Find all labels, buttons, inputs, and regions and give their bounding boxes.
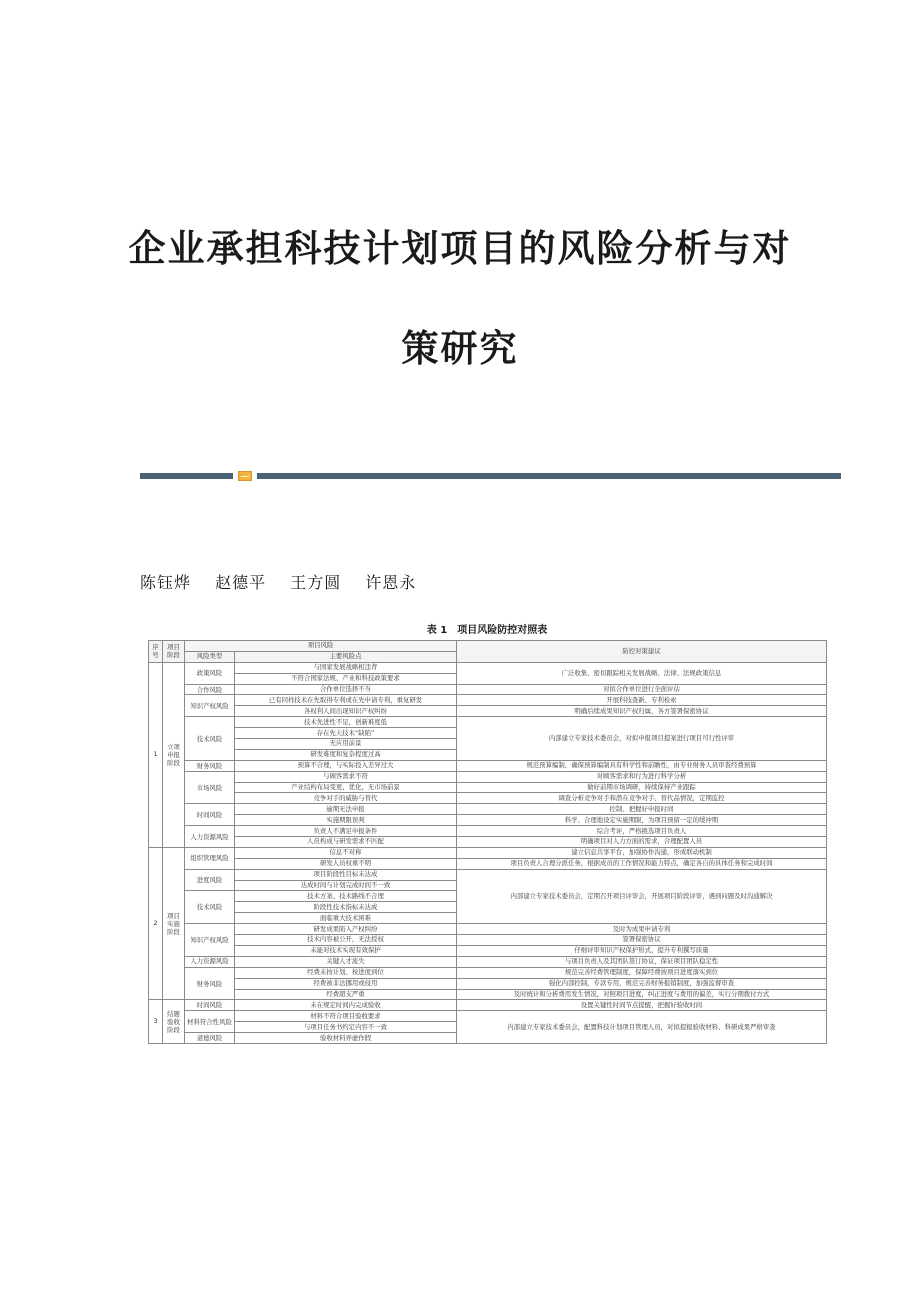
stage-number: 1 xyxy=(149,662,163,847)
header-stage: 项目阶段 xyxy=(163,641,185,663)
header-risk-type: 风险类型 xyxy=(185,651,235,662)
suggestion-cell: 开展科技查新、专利检索 xyxy=(457,695,827,706)
risk-point-cell: 产业结构布局变更、优化，无市场前景 xyxy=(235,782,457,793)
divider-bar-right xyxy=(257,473,841,479)
risk-point-cell: 经费超支严重 xyxy=(235,989,457,1000)
table-row xyxy=(149,989,827,1000)
table-row xyxy=(149,1000,827,1011)
document-title-line-2: 策研究 xyxy=(401,326,519,370)
table-row xyxy=(149,847,827,858)
suggestion-cell: 控制、把握好申报时间 xyxy=(457,804,827,815)
risk-type-cell: 知识产权风险 xyxy=(185,695,235,717)
risk-point-cell: 竞争对手的威胁与替代 xyxy=(235,793,457,804)
table-row xyxy=(149,858,827,869)
risk-point-cell: 经费未按计划、按进度到位 xyxy=(235,967,457,978)
suggestion-cell: 规范完善经费管理制度，保障经费按项目进度落实到位 xyxy=(457,967,827,978)
table-row xyxy=(149,924,827,935)
risk-type-cell: 财务风险 xyxy=(185,967,235,1000)
table-row xyxy=(149,793,827,804)
document-title-line-1: 企业承担科技计划项目的风险分析与对 xyxy=(128,226,792,270)
risk-type-cell: 组织管理风险 xyxy=(185,847,235,869)
risk-point-cell: 技术先进性不足，创新难度低 xyxy=(235,717,457,728)
suggestion-cell: 内部建立专家技术委员会，对拟申报项目提案进行项目可行性评审 xyxy=(457,717,827,761)
risk-point-cell: 与项目任务书约定内容不一致 xyxy=(235,1022,457,1033)
suggestion-cell: 及时统计和分析费用发生情况，对照项目进度，纠正进度与费用的偏差，实行分期拨付方式 xyxy=(457,989,827,1000)
risk-point-cell: 与顾客需求不符 xyxy=(235,771,457,782)
table-row xyxy=(149,1011,827,1022)
table-row xyxy=(149,956,827,967)
suggestion-cell: 内部建立专家技术委员会，定期召开项目评审会，开展项目阶段评审，遇到问题及时沟通解决 xyxy=(457,869,827,923)
suggestion-cell: 明确后续成果知识产权归属，各方签署保密协议 xyxy=(457,706,827,717)
risk-point-cell: 无应用前景 xyxy=(235,739,457,750)
table-row xyxy=(149,837,827,848)
stage-name: 项目实施阶段 xyxy=(163,847,185,999)
title-divider xyxy=(140,471,841,481)
author-name: 王方圆 xyxy=(290,573,342,592)
table-row xyxy=(149,826,827,837)
suggestion-cell: 签署保密协议 xyxy=(457,935,827,946)
suggestion-cell: 明确项目对人力方面的需求，合理配置人员 xyxy=(457,837,827,848)
table-caption: 表 1 项目风险防控对照表 xyxy=(426,625,548,636)
risk-point-cell: 未能对技术实现有效保护 xyxy=(235,945,457,956)
risk-control-table xyxy=(148,640,827,1044)
risk-point-cell: 项目阶段性目标未达成 xyxy=(235,869,457,880)
stage-number: 3 xyxy=(149,1000,163,1044)
suggestion-cell: 强化内部控制，专款专用，规范完善财务报销制度，加强监督审查 xyxy=(457,978,827,989)
suggestion-cell: 建立信息共享平台，加强协作沟通，形成联动机制 xyxy=(457,847,827,858)
risk-type-cell: 人力资源风险 xyxy=(185,826,235,848)
risk-point-cell: 未在规定时间内完成验收 xyxy=(235,1000,457,1011)
risk-point-cell: 技术方案、技术路线不合理 xyxy=(235,891,457,902)
stage-number: 2 xyxy=(149,847,163,999)
author-name: 许恩永 xyxy=(365,573,417,592)
risk-point-cell: 存在先天技术“缺陷” xyxy=(235,728,457,739)
suggestion-cell: 与项目负责人及其团队签订协议，保证项目团队稳定性 xyxy=(457,956,827,967)
suggestion-cell: 规范预算编制，确保预算编制具有科学性和前瞻性，由专业财务人员审查经费预算 xyxy=(457,760,827,771)
header-risk-point: 主要风险点 xyxy=(235,651,457,662)
risk-type-cell: 政策风险 xyxy=(185,662,235,684)
table-row xyxy=(149,684,827,695)
risk-type-cell: 知识产权风险 xyxy=(185,924,235,957)
risk-point-cell: 负责人不满足申报条件 xyxy=(235,826,457,837)
suggestion-cell: 对拟合作单位进行全面评估 xyxy=(457,684,827,695)
risk-point-cell: 人员构成与研发需求不匹配 xyxy=(235,837,457,848)
author-list xyxy=(140,570,434,593)
suggestion-cell: 及时为成果申请专利 xyxy=(457,924,827,935)
risk-type-cell: 技术风险 xyxy=(185,891,235,924)
risk-type-cell: 技术风险 xyxy=(185,717,235,761)
table-row xyxy=(149,706,827,717)
risk-point-cell: 不符合国家法规、产业和科技政策要求 xyxy=(235,673,457,684)
table-row xyxy=(149,760,827,771)
risk-type-cell: 人力资源风险 xyxy=(185,956,235,967)
suggestion-cell: 综合考评，严格挑选项目负责人 xyxy=(457,826,827,837)
risk-point-cell: 验收材料弄虚作假 xyxy=(235,1033,457,1044)
table-row xyxy=(149,967,827,978)
suggestion-cell: 调查分析竞争对手和潜在竞争对手、替代品情况，定期监控 xyxy=(457,793,827,804)
header-no: 序号 xyxy=(149,641,163,663)
risk-point-cell: 研发成果陷入产权纠纷 xyxy=(235,924,457,935)
table-row xyxy=(149,771,827,782)
table-row xyxy=(149,935,827,946)
table-row xyxy=(149,695,827,706)
risk-point-cell: 信息不对称 xyxy=(235,847,457,858)
risk-type-cell: 合作风险 xyxy=(185,684,235,695)
stage-name: 结题验收阶段 xyxy=(163,1000,185,1044)
author-name: 赵德平 xyxy=(215,573,267,592)
risk-point-cell: 预算不合理，与实际投入差异过大 xyxy=(235,760,457,771)
risk-point-cell: 研发难度和复杂程度过高 xyxy=(235,749,457,760)
author-name: 陈钰烨 xyxy=(140,573,192,592)
risk-point-cell: 各权利人间出现知识产权纠纷 xyxy=(235,706,457,717)
table-row xyxy=(149,945,827,956)
divider-bar-left xyxy=(140,473,233,479)
suggestion-cell: 科学、合理地设定实施期限，为项目预留一定的缓冲期 xyxy=(457,815,827,826)
table-row xyxy=(149,978,827,989)
risk-point-cell: 材料不符合项目验收要求 xyxy=(235,1011,457,1022)
suggestion-cell: 仔细评审知识产权保护形式，提升专利撰写质量 xyxy=(457,945,827,956)
risk-point-cell: 实施期限误判 xyxy=(235,815,457,826)
risk-table-figure xyxy=(148,622,826,1044)
table-row xyxy=(149,869,827,880)
risk-point-cell: 逾期无法申报 xyxy=(235,804,457,815)
suggestion-cell: 做好前期市场调研，持续保持产业跟踪 xyxy=(457,782,827,793)
stage-name: 立项申报阶段 xyxy=(163,662,185,847)
suggestion-cell: 对顾客需求和行为进行科学分析 xyxy=(457,771,827,782)
suggestion-cell: 项目负责人合理分派任务，根据成员的工作情况和能力特点，确定各自的具体任务和完成时间 xyxy=(457,858,827,869)
risk-type-cell: 时间风险 xyxy=(185,1000,235,1011)
header-suggestion: 防控对策建议 xyxy=(457,641,827,663)
risk-type-cell: 市场风险 xyxy=(185,771,235,804)
risk-point-cell: 阶段性技术指标未达成 xyxy=(235,902,457,913)
risk-point-cell: 关键人才流失 xyxy=(235,956,457,967)
suggestion-cell: 内部建立专家技术委员会，配置科技计划项目管理人员，对拟提报验收材料、科研成果严格审查 xyxy=(457,1011,827,1044)
risk-type-cell: 材料符合性风险 xyxy=(185,1011,235,1033)
risk-point-cell: 与国家发展战略相违背 xyxy=(235,662,457,673)
table-row xyxy=(149,717,827,728)
risk-type-cell: 时间风险 xyxy=(185,804,235,826)
risk-point-cell: 经费被非法挪用或侵用 xyxy=(235,978,457,989)
risk-point-cell: 技术内容被公开，无法授权 xyxy=(235,935,457,946)
risk-point-cell: 合作单位选择不当 xyxy=(235,684,457,695)
table-row xyxy=(149,815,827,826)
table-row xyxy=(149,662,827,673)
risk-type-cell: 进度风险 xyxy=(185,869,235,891)
suggestion-cell: 广泛收集、密切跟踪相关发展战略、法律、法规政策信息 xyxy=(457,662,827,684)
table-row xyxy=(149,782,827,793)
divider-marker-icon xyxy=(238,471,252,481)
suggestion-cell: 设置关键性时间节点提醒，把握好验收时间 xyxy=(457,1000,827,1011)
table-header-row xyxy=(149,641,827,652)
risk-type-cell: 道德风险 xyxy=(185,1033,235,1044)
risk-point-cell: 达成时间与计划完成时间不一致 xyxy=(235,880,457,891)
table-row xyxy=(149,804,827,815)
header-risk-group: 项目风险 xyxy=(185,641,457,652)
risk-point-cell: 研发人员权重不明 xyxy=(235,858,457,869)
risk-point-cell: 已有同样技术在先取得专利或在先申请专利，重复研发 xyxy=(235,695,457,706)
risk-point-cell: 面临重大技术困难 xyxy=(235,913,457,924)
risk-type-cell: 财务风险 xyxy=(185,760,235,771)
